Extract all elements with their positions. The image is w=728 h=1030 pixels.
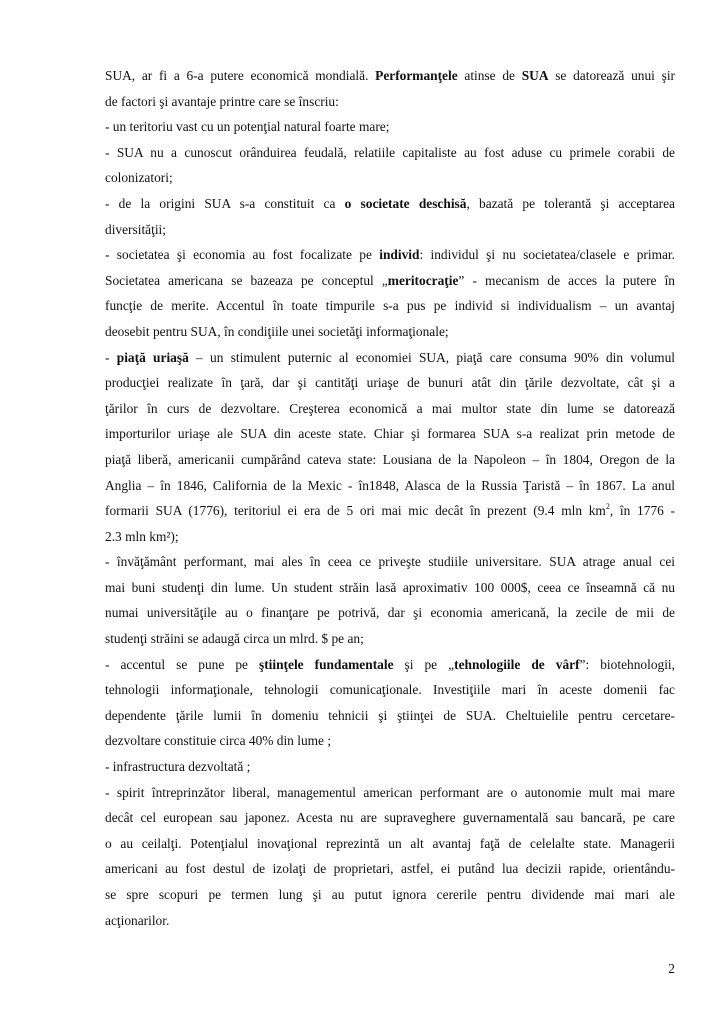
text-run: - un teritoriu vast cu un potenţial natural foarte mare;: [105, 119, 390, 135]
text-run: acţionarilor.: [105, 912, 170, 928]
bold-term: piaţă uriaşă: [116, 349, 189, 365]
text-line: [105, 655, 675, 681]
text-run: ”: biotehnologii,: [579, 656, 675, 672]
bold-term: Performanţele: [375, 68, 458, 83]
text-line: [105, 220, 675, 246]
bold-term: individ: [379, 247, 420, 263]
text-run: ” - mecanism de acces la putere în: [458, 272, 675, 288]
text-run: producţiei realizate în ţară, dar şi cantităţi uriaşe de bunuri atât din ţările dezvoltate, cât şi a: [105, 375, 675, 391]
text-line: [105, 885, 675, 911]
text-line: [105, 168, 675, 194]
text-run: - accentul se pune pe: [105, 656, 259, 672]
text-run: decât cel european sau japonez. Acesta nu are supraveghere guvernamentală sau bancară, pe care: [105, 810, 675, 826]
text-line: [105, 271, 675, 297]
text-run: diversităţii;: [105, 221, 166, 237]
text-run: tehnologii informaţionale, tehnologii comunicaţionale. Investiţiile mari în aceste domenii fac: [105, 682, 675, 698]
text-line: [105, 911, 675, 937]
bold-term: ştiinţele fundamentale: [259, 656, 394, 672]
superscript: 2: [605, 501, 610, 511]
text-line: [105, 731, 675, 757]
text-run: colonizatori;: [105, 170, 173, 186]
text-run: numai universităţile au o finanţare pe potrivă, dar şi economia americană, la zecile de mii de: [105, 605, 675, 621]
text-line: [105, 706, 675, 732]
bold-term: tehnologiile de vârf: [454, 656, 580, 672]
text-run: – un stimulent puternic al economiei SUA, piaţă care consuma 90% din volumul: [188, 349, 675, 365]
text-run: Societatea americana se bazeaza pe conceptul „: [105, 272, 388, 288]
text-line: [105, 552, 675, 578]
text-run: : individul şi nu societatea/clasele e primar.: [419, 247, 675, 263]
text-run: şi pe „: [393, 656, 455, 672]
text-run: -: [105, 349, 117, 365]
text-run: se datorează unui şir: [548, 68, 675, 83]
text-line: [105, 117, 675, 143]
text-run: - SUA nu a cunoscut orânduirea feudală, relatiile capitaliste au fost aduse cu primele corabii de: [105, 144, 675, 160]
text-line: [105, 808, 675, 834]
text-run: de factori şi avantaje printre care se înscriu:: [105, 93, 339, 109]
text-run: , bazată pe tolerantă şi acceptarea: [466, 195, 675, 211]
text-run: importurilor uriaşe ale SUA din aceste state. Chiar şi formarea SUA s-a realizat prin metode de: [105, 426, 675, 442]
text-run: , în 1776 -: [609, 503, 675, 519]
text-line: [105, 603, 675, 629]
bold-term: meritocraţie: [387, 272, 459, 288]
text-line: [105, 245, 675, 271]
text-run: deosebit pentru SUA, în condiţiile unei societăţi informaţionale;: [105, 323, 449, 339]
text-run: Anglia – în 1846, California de la Mexic - în1848, Alasca de la Russia Ţaristă – în 1867. La anul: [105, 477, 675, 493]
text-run: - de la origini SUA s-a constituit ca: [105, 195, 345, 211]
text-line: [105, 194, 675, 220]
text-line: [105, 92, 675, 118]
text-line: [105, 424, 675, 450]
text-line: [105, 373, 675, 399]
text-run: SUA, ar fi a 6-a putere economică mondială.: [105, 68, 376, 83]
text-run: o au ceilalţi. Potenţialul inovaţional reprezintă un alt avantaj faţă de celelalte state. Managerii: [105, 835, 675, 851]
text-line: [105, 476, 675, 502]
text-line: [105, 399, 675, 425]
text-run: - societatea şi economia au fost focalizate pe: [105, 247, 380, 263]
text-run: 2.3 mln km²);: [105, 528, 179, 544]
text-line: [105, 296, 675, 322]
text-line: [105, 143, 675, 169]
text-line: [105, 501, 675, 527]
text-line: [105, 629, 675, 655]
text-line: [105, 450, 675, 476]
text-run: americani au fost destul de izolaţi de proprietari, astfel, ei putând lua decizii rapide, orientându-: [105, 861, 675, 877]
text-run: dependente ţările lumii în domeniu tehnicii şi ştiinţei de SUA. Cheltuielile pentru cercetare-: [105, 707, 675, 723]
text-line: [105, 527, 675, 553]
text-line: [105, 66, 675, 92]
text-run: se spre scopuri pe termen lung şi au putut ignora cererile pentru dividende mai mari ale: [105, 887, 675, 902]
text-run: - infrastructura dezvoltată ;: [105, 759, 251, 775]
text-run: - spirit întreprinzător liberal, managementul american performant are o autonomie mult mai mare: [105, 784, 675, 800]
text-run: funcţie de merite. Accentul în toate timpurile s-a pus pe individ si individualism – un avantaj: [105, 298, 675, 314]
text-run: piaţă liberă, americanii cumpărând cateva state: Lousiana de la Napoleon – în 1804, Oregon de la: [105, 451, 675, 467]
text-run: studenţi străini se adaugă circa un mlrd. $ pe an;: [105, 631, 364, 647]
text-line: [105, 757, 675, 783]
page-number: 2: [668, 961, 675, 976]
text-line: [105, 783, 675, 809]
text-line: [105, 348, 675, 374]
bold-term: SUA: [521, 68, 549, 83]
text-run: mai buni studenţi din lume. Un student străin lasă aproximativ 100 000$, ceea ce înseamnă că nu: [105, 579, 675, 595]
text-run: formarii SUA (1776), teritoriul ei era de 5 ori mai mic decât în prezent (9.4 mln km: [105, 503, 606, 519]
text-run: ţărilor în curs de dezvoltare. Creşterea economică a mai multor state din lume se datorează: [105, 400, 675, 416]
bold-term: o societate deschisă: [344, 195, 467, 211]
text-line: [105, 834, 675, 860]
text-line: [105, 859, 675, 885]
body-text: [105, 66, 675, 936]
text-run: atinse de: [457, 68, 522, 83]
text-run: dezvoltare constituie circa 40% din lume ;: [105, 733, 332, 749]
text-run: - învăţământ performant, mai ales în ceea ce priveşte studiile universitare. SUA atrage anual cei: [105, 554, 675, 570]
text-line: [105, 578, 675, 604]
text-line: [105, 322, 675, 348]
text-line: [105, 680, 675, 706]
